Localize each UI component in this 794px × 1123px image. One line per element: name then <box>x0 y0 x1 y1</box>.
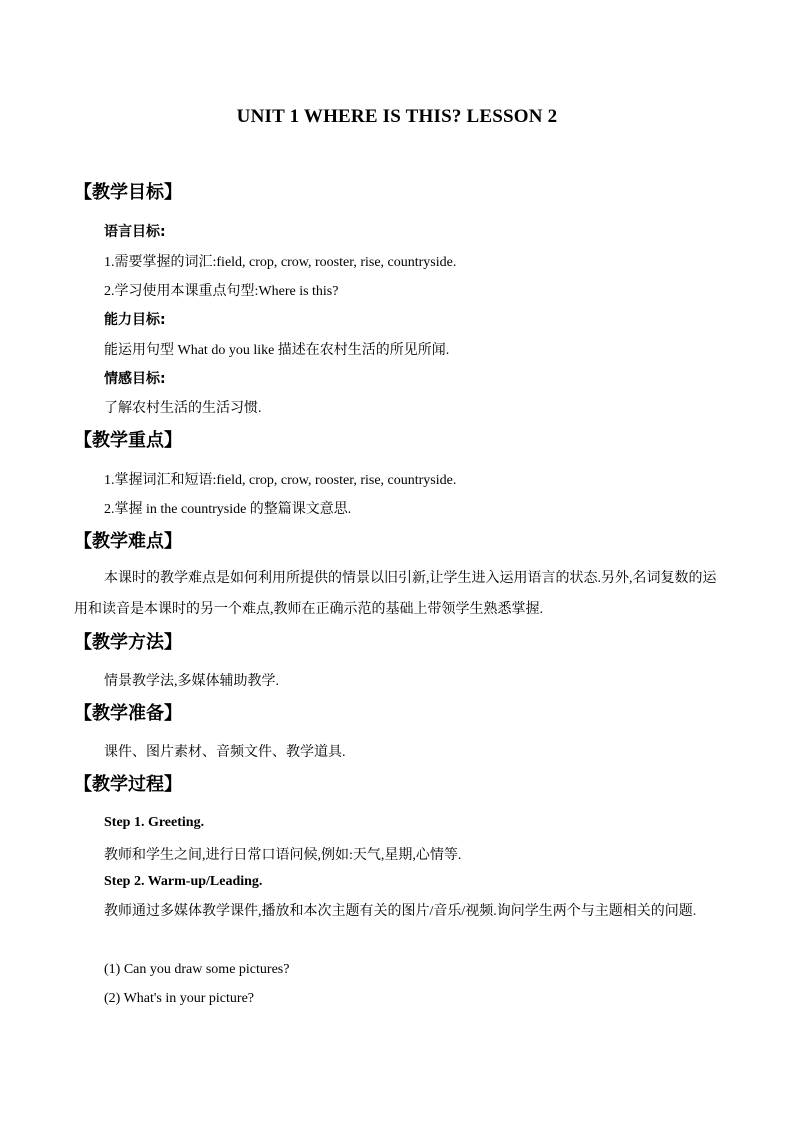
emotion-objective-label: 情感目标: <box>104 371 166 387</box>
difficulties-text: 本课时的教学难点是如何利用所提供的情景以旧引新,让学生进入运用语言的状态.另外,名词复数的运用和读音是本课时的另一个难点,教师在正确示范的基础上带领学生熟悉掌握. <box>74 571 717 617</box>
heading-methods: 【教学方法】 <box>74 632 182 653</box>
heading-objectives: 【教学目标】 <box>74 182 182 203</box>
methods-text: 情景教学法,多媒体辅助教学. <box>104 674 279 689</box>
language-objective-2: 2.学习使用本课重点句型:Where is this? <box>104 284 339 299</box>
key-point-2: 2.掌握 in the countryside 的整篇课文意思. <box>104 502 352 517</box>
step-2-title: Step 2. Warm-up/Leading. <box>104 874 263 889</box>
question-2: (2) What's in your picture? <box>104 991 254 1006</box>
heading-key-points: 【教学重点】 <box>74 430 182 451</box>
step-1-title: Step 1. Greeting. <box>104 815 205 830</box>
page-title: UNIT 1 WHERE IS THIS? LESSON 2 <box>236 106 558 127</box>
language-objective-label: 语言目标: <box>104 224 166 240</box>
ability-objective-1: 能运用句型 What do you like 描述在农村生活的所见所闻. <box>104 343 450 358</box>
preparation-text: 课件、图片素材、音频文件、教学道具. <box>104 745 346 760</box>
key-point-1: 1.掌握词汇和短语:field, crop, crow, rooster, rise, countryside. <box>104 473 457 488</box>
emotion-objective-1: 了解农村生活的生活习惯. <box>104 401 262 416</box>
language-objective-1: 1.需要掌握的词汇:field, crop, crow, rooster, rise, countryside. <box>104 255 457 270</box>
step-2-text: 教师通过多媒体教学课件,播放和本次主题有关的图片/音乐/视频.询问学生两个与主题相关的问题. <box>104 904 697 919</box>
ability-objective-label: 能力目标: <box>104 312 166 328</box>
heading-difficulties: 【教学难点】 <box>74 531 182 552</box>
heading-preparation: 【教学准备】 <box>74 703 182 724</box>
heading-process: 【教学过程】 <box>74 774 182 795</box>
step-1-text: 教师和学生之间,进行日常口语问候,例如:天气,星期,心情等. <box>104 848 462 863</box>
question-1: (1) Can you draw some pictures? <box>104 962 290 977</box>
